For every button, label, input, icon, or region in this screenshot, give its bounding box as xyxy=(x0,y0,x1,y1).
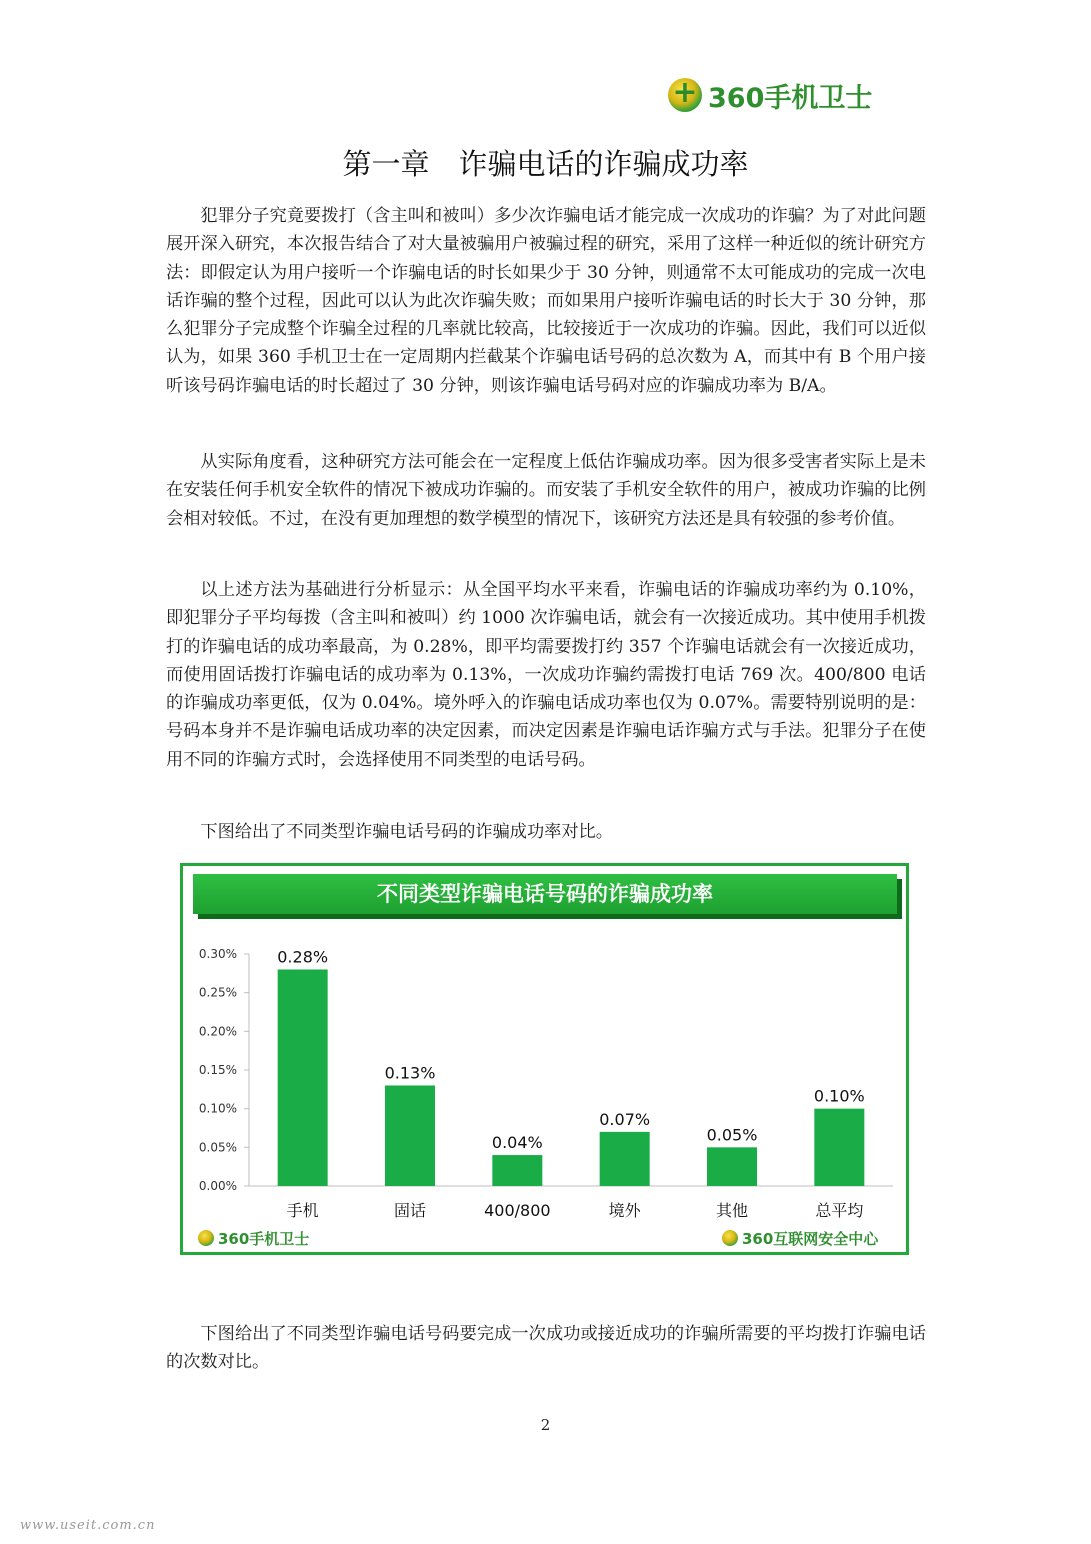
data-label: 0.13% xyxy=(384,1063,436,1083)
bar xyxy=(492,1155,542,1186)
y-tick-label: 0.25% xyxy=(198,985,237,1000)
360-security-center-icon xyxy=(722,1230,738,1246)
paragraph-analysis: 以上述方法为基础进行分析显示：从全国平均水平来看，诈骗电话的诈骗成功率约为 0.10%，即犯罪分子平均每拨（含主叫和被叫）约 1000 次诈骗电话，就会有一次接近成功。其中使用手机拨打的诈骗电话的成功率最高，为 0.28%，即平均需要拨打约 357 个诈骗电话就会有一次接近成功，而使用固话拨打诈骗电话的成功率为 0.13%，一次成功诈骗约需拨打电话 769 次。400/800 电话的诈骗成功率更低，仅为 0.04%。境外呼入的诈骗电话成功率也仅为 0.07%。需要特别说明的是：号码本身并不是诈骗电话成功率的决定因素，而决定因素是诈骗电话诈骗方式与手法。犯罪分子在使用不同的诈骗方式时，会选择使用不同类型的电话号码。 xyxy=(166,580,926,770)
360-logo-icon xyxy=(668,78,702,112)
paragraph-method: 犯罪分子究竟要拨打（含主叫和被叫）多少次诈骗电话才能完成一次成功的诈骗？为了对此问题展开深入研究，本次报告结合了对大量被骗用户被骗过程的研究，采用了这样一种近似的统计研究方法：即假定认为用户接听一个诈骗电话的时长如果少于 30 分钟，则通常不太可能成功的完成一次电话诈骗的整个过程，因此可以认为此次诈骗失败；而如果用户接听诈骗电话的时长大于 30 分钟，那么犯罪分子完成整个诈骗全过程的几率就比较高，比较接近于一次成功的诈骗。因此，我们可以近似认为，如果 360 手机卫士在一定周期内拦截某个诈骗电话号码的总次数为 A，而其中有 B 个用户接听该号码诈骗电话的时长超过了 30 分钟，则该诈骗电话号码对应的诈骗成功率为 B/A。 xyxy=(166,206,926,396)
y-tick-label: 0.05% xyxy=(198,1140,237,1155)
bar xyxy=(385,1085,435,1186)
bar xyxy=(707,1147,757,1186)
paragraph-chart-intro: 下图给出了不同类型诈骗电话号码的诈骗成功率对比。 xyxy=(200,822,613,842)
y-tick-label: 0.30% xyxy=(198,947,237,961)
category-label: 手机 xyxy=(286,1201,319,1220)
bar-chart xyxy=(183,930,907,1230)
logo-text: 360手机卫士 xyxy=(708,83,873,114)
y-tick-label: 0.00% xyxy=(198,1179,237,1193)
y-tick-label: 0.15% xyxy=(198,1063,237,1077)
page-number: 2 xyxy=(540,1416,551,1434)
category-label: 境外 xyxy=(608,1201,641,1220)
bar xyxy=(600,1132,650,1186)
category-label: 固话 xyxy=(393,1201,427,1220)
y-tick-label: 0.20% xyxy=(198,1024,237,1039)
category-label: 其他 xyxy=(715,1201,749,1220)
bar xyxy=(814,1109,864,1186)
category-label: 总平均 xyxy=(815,1201,864,1220)
data-label: 0.07% xyxy=(599,1109,651,1129)
data-label: 0.04% xyxy=(491,1133,543,1153)
chart-logo-left-text: 360手机卫士 xyxy=(218,1230,310,1248)
data-label: 0.05% xyxy=(706,1125,758,1145)
data-label: 0.10% xyxy=(813,1086,865,1106)
chart-logo-left xyxy=(198,1228,309,1249)
360-logo-icon xyxy=(198,1230,214,1246)
chart-title: 不同类型诈骗电话号码的诈骗成功率 xyxy=(193,874,897,914)
watermark: www.useit.com.cn xyxy=(20,1518,156,1533)
paragraph-limitation: 从实际角度看，这种研究方法可能会在一定程度上低估诈骗成功率。因为很多受害者实际上是未在安装任何手机安全软件的情况下被成功诈骗的。而安装了手机安全软件的用户，被成功诈骗的比例会相对较低。不过，在没有更加理想的数学模型的情况下，该研究方法还是具有较强的参考价值。 xyxy=(166,452,926,529)
category-label: 400/800 xyxy=(484,1201,551,1220)
chapter-title: 第一章 诈骗电话的诈骗成功率 xyxy=(342,147,749,181)
chart-logo-right-text: 360互联网安全中心 xyxy=(742,1230,879,1248)
bar xyxy=(278,969,328,1186)
y-tick-label: 0.10% xyxy=(198,1101,237,1116)
data-label: 0.28% xyxy=(277,947,329,967)
chart-logo-right xyxy=(722,1228,878,1249)
paragraph-next-chart-intro: 下图给出了不同类型诈骗电话号码要完成一次成功或接近成功的诈骗所需要的平均拨打诈骗电话的次数对比。 xyxy=(166,1324,926,1373)
